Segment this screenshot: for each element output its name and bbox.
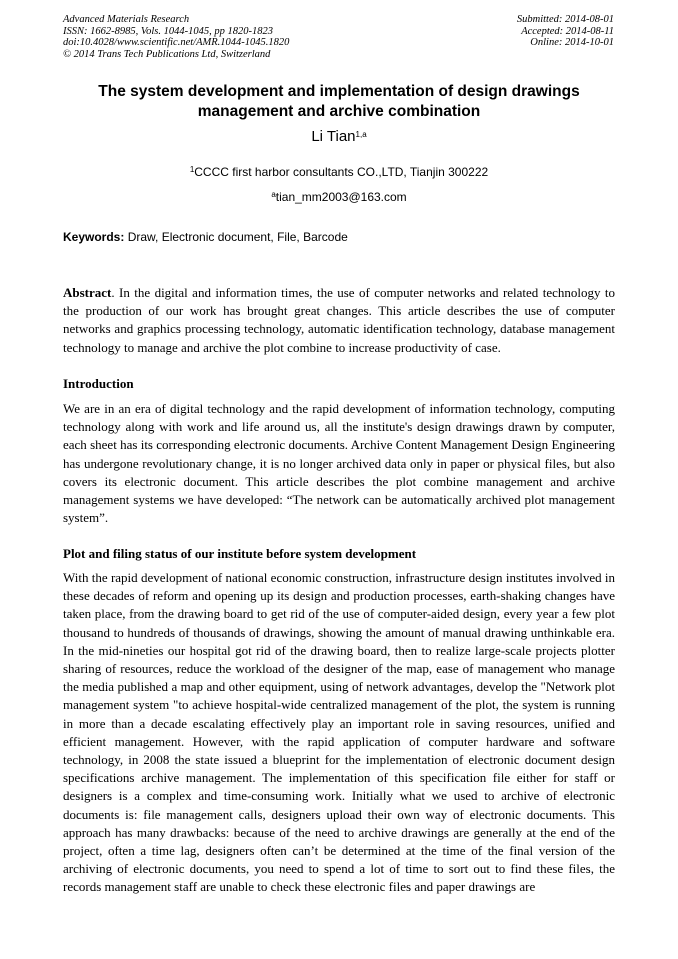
introduction-heading: Introduction: [63, 376, 134, 391]
abstract: [63, 284, 615, 357]
publication-dates: [517, 14, 614, 49]
author-name: Li Tian: [311, 128, 356, 145]
online-date: Online: 2014-10-01: [530, 37, 614, 48]
affiliation: [0, 165, 678, 179]
submitted-date: Submitted: 2014-08-01: [516, 14, 614, 25]
abstract-text: . In the digital and information times, the use of computer networks and related technology to the production of our work has brought great changes. This article describes the use of computer networks and graphics processing technology, automatic identification technology, database management technology to manage and archive the plot combine to increase productivity of case.: [63, 285, 615, 355]
affiliation-superscript: 1: [189, 165, 195, 174]
doi-line: doi:10.4028/www.scientific.net/AMR.1044-1045.1820: [63, 37, 290, 48]
affiliation-text: CCCC first harbor consultants CO.,LTD, Tianjin 300222: [194, 165, 489, 179]
introduction-paragraph: We are in an era of digital technology and the rapid development of information technology, computing technology along with work and life around us, all the institute's design drawings drawn by computer, each sheet has its corresponding electronic documents. Archive Content Management Design Engineering has undergone revolutionary change, it is no longer archived data only in paper or physical files, but also covers its electronic document. This article describes the plot combine management and archive management systems we have developed: “The network can be automatically archived plot management system”.: [63, 401, 615, 526]
keywords-label: Keywords:: [63, 230, 125, 244]
abstract-label: Abstract: [63, 285, 112, 300]
accepted-date: Accepted: 2014-08-11: [521, 25, 614, 37]
author-superscript: 1,a: [355, 130, 367, 139]
journal-name: Advanced Materials Research: [63, 14, 190, 25]
publication-info: [63, 14, 289, 60]
email-address[interactable]: tian_mm2003@163.com: [275, 190, 407, 204]
plot-status-heading: Plot and filing status of our institute before system development: [63, 546, 417, 561]
plot-status-paragraph: With the rapid development of national economic construction, infrastructure design institutes involved in these decades of reform and opening up its design and production processes, earth-shaking changes have taken place, from the drawing board to get rid of the use of computer-aided design, every year a few plot thousand to hundreds of thousands of drawings, showing the amount of manual drawing unthinkable era. In the mid-nineties our hospital got rid of the drawing board, then to realize large-scale projects plotter sharing of resources, reduce the workload of the designer of the map, ease of management who manage the media published a map and other equipment, using of network advantages, develop the "Network plot management system "to achieve hospital-wide centralized management of the plot, the system is running in more than a decade escalating effectively play an important role in saving resources, unified and efficient management. However, with the rapid application of computer hardware and software technology, in 2008 the state issued a blueprint for the implementation of electronic document design specifications archive management. The implementation of this specification file either for staff or designers is a complex and time-consuming work. Initially what we used to archive of electronic documents is: file management calls, designers upload their own way of electronic documents. This approach has many drawbacks: because of the need to archive drawings are generally at the end of the project, often a time lag, designers often can’t be determined at the time of the final version of the archiving of electronic documents, you need to spend a lot of time to sort out to find these files, the records management staff are unable to check these electronic files and paper drawings are: [63, 570, 615, 895]
issn-line: ISSN: 1662-8985, Vols. 1044-1045, pp 1820-1823: [63, 25, 273, 37]
copyright-line: © 2014 Trans Tech Publications Ltd, Switzerland: [63, 48, 271, 60]
keywords: [63, 230, 615, 244]
author-line: [0, 128, 678, 146]
email-superscript: a: [271, 190, 276, 199]
keywords-text: Draw, Electronic document, File, Barcode: [124, 230, 348, 244]
paper-title: The system development and implementation of design drawings management and archive combination: [98, 83, 580, 120]
email-line: [0, 190, 678, 204]
